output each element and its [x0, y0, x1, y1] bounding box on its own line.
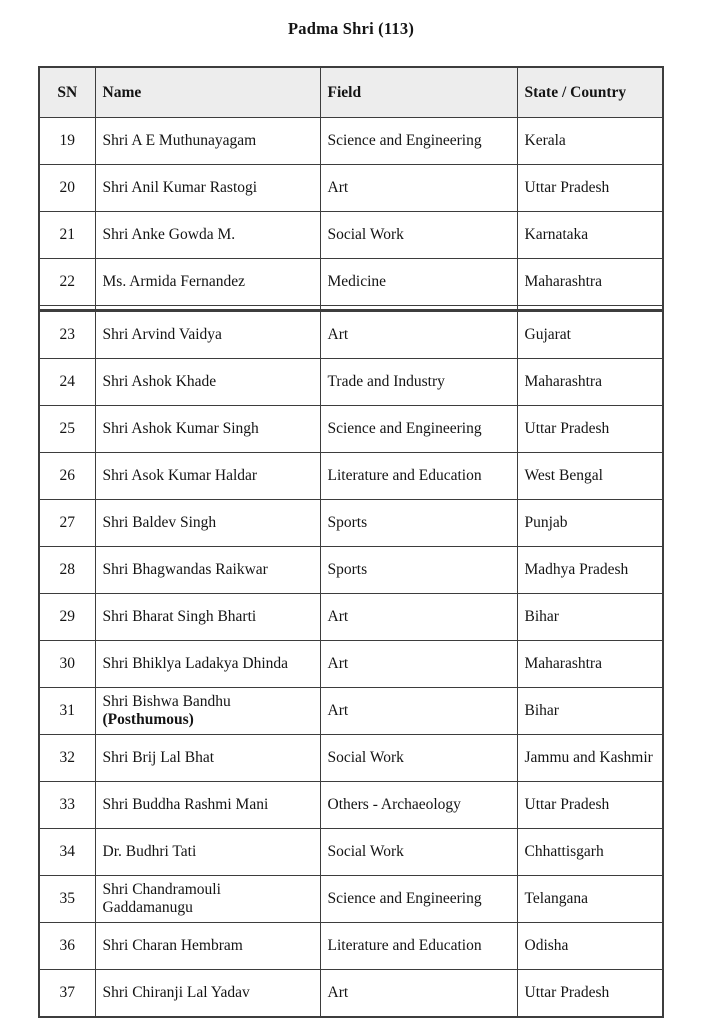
name-text: Shri Bhiklya Ladakya Dhinda: [102, 655, 289, 672]
cell-field: Sports: [320, 547, 517, 594]
cell-field: Trade and Industry: [320, 359, 517, 406]
table-row: [39, 311, 663, 359]
cell-sn: 20: [39, 165, 95, 212]
cell-state: Karnataka: [517, 212, 663, 259]
cell-name: [95, 453, 320, 500]
cell-state: Madhya Pradesh: [517, 547, 663, 594]
cell-sn: 25: [39, 406, 95, 453]
table-row: [39, 500, 663, 547]
column-header-state: State / Country: [517, 67, 663, 118]
cell-field: Literature and Education: [320, 923, 517, 970]
cell-name: [95, 212, 320, 259]
column-header-name: Name: [95, 67, 320, 118]
cell-field: Science and Engineering: [320, 406, 517, 453]
cell-sn: 37: [39, 970, 95, 1018]
column-header-field: Field: [320, 67, 517, 118]
name-text: Ms. Armida Fernandez: [102, 273, 245, 290]
cell-name: [95, 594, 320, 641]
cell-sn: 28: [39, 547, 95, 594]
cell-sn: 31: [39, 688, 95, 735]
cell-name: [95, 641, 320, 688]
cell-state: Maharashtra: [517, 641, 663, 688]
table-row: [39, 165, 663, 212]
cell-name: [95, 406, 320, 453]
table-row: [39, 259, 663, 306]
cell-state: Odisha: [517, 923, 663, 970]
cell-sn: 21: [39, 212, 95, 259]
cell-sn: 27: [39, 500, 95, 547]
table-row: [39, 212, 663, 259]
cell-field: Medicine: [320, 259, 517, 306]
cell-sn: 30: [39, 641, 95, 688]
cell-sn: 29: [39, 594, 95, 641]
table-header-row: [39, 67, 663, 118]
cell-name: [95, 500, 320, 547]
cell-name: [95, 970, 320, 1018]
cell-name: [95, 547, 320, 594]
cell-field: Social Work: [320, 735, 517, 782]
cell-name: [95, 876, 320, 923]
cell-sn: 32: [39, 735, 95, 782]
cell-field: Art: [320, 311, 517, 359]
cell-name: [95, 923, 320, 970]
cell-state: Bihar: [517, 594, 663, 641]
cell-sn: 34: [39, 829, 95, 876]
cell-name: [95, 359, 320, 406]
cell-state: Punjab: [517, 500, 663, 547]
cell-state: Uttar Pradesh: [517, 782, 663, 829]
name-text: Shri Arvind Vaidya: [102, 326, 222, 343]
cell-state: Uttar Pradesh: [517, 165, 663, 212]
cell-field: Social Work: [320, 829, 517, 876]
cell-state: Maharashtra: [517, 259, 663, 306]
cell-field: Literature and Education: [320, 453, 517, 500]
cell-name: [95, 688, 320, 735]
name-text: Shri Buddha Rashmi Mani: [102, 796, 269, 813]
cell-state: West Bengal: [517, 453, 663, 500]
table-row: [39, 829, 663, 876]
cell-sn: 19: [39, 118, 95, 165]
cell-sn: 33: [39, 782, 95, 829]
cell-sn: 35: [39, 876, 95, 923]
table-row: [39, 923, 663, 970]
cell-state: Gujarat: [517, 311, 663, 359]
table-row: [39, 970, 663, 1018]
table-row: [39, 735, 663, 782]
cell-sn: 23: [39, 311, 95, 359]
cell-sn: 22: [39, 259, 95, 306]
name-text: Shri Bharat Singh Bharti: [102, 608, 257, 625]
name-text: Shri Bhagwandas Raikwar: [102, 561, 268, 578]
cell-name: [95, 165, 320, 212]
cell-state: Uttar Pradesh: [517, 406, 663, 453]
cell-field: Art: [320, 165, 517, 212]
table-row: [39, 118, 663, 165]
table-row: [39, 876, 663, 923]
awards-table: [38, 66, 664, 1018]
cell-sn: 36: [39, 923, 95, 970]
cell-state: Kerala: [517, 118, 663, 165]
cell-name: [95, 118, 320, 165]
name-text: Dr. Budhri Tati: [102, 843, 197, 860]
table-row: [39, 359, 663, 406]
table-row: [39, 641, 663, 688]
name-text: Shri Anil Kumar Rastogi: [102, 179, 258, 196]
name-text: Shri Charan Hembram: [102, 937, 243, 954]
cell-field: Science and Engineering: [320, 118, 517, 165]
cell-state: Uttar Pradesh: [517, 970, 663, 1018]
table-row: [39, 782, 663, 829]
name-text: Shri Ashok Kumar Singh: [102, 420, 259, 437]
name-posthumous-note: (Posthumous): [102, 711, 194, 728]
cell-state: Telangana: [517, 876, 663, 923]
cell-field: Art: [320, 641, 517, 688]
cell-name: [95, 735, 320, 782]
name-text: Shri A E Muthunayagam: [102, 132, 257, 149]
cell-sn: 24: [39, 359, 95, 406]
cell-field: Art: [320, 688, 517, 735]
table-row: [39, 547, 663, 594]
cell-field: Art: [320, 594, 517, 641]
cell-state: Bihar: [517, 688, 663, 735]
cell-name: [95, 829, 320, 876]
column-header-sn: SN: [39, 67, 95, 118]
name-text: Shri Chandramouli Gaddamanugu: [102, 881, 221, 916]
cell-state: Jammu and Kashmir: [517, 735, 663, 782]
table-row: [39, 406, 663, 453]
table-row: [39, 688, 663, 735]
cell-name: [95, 259, 320, 306]
table-row: [39, 453, 663, 500]
name-text: Shri Asok Kumar Haldar: [102, 467, 258, 484]
name-text: Shri Ashok Khade: [102, 373, 217, 390]
table-row: [39, 594, 663, 641]
name-text: Shri Anke Gowda M.: [102, 226, 236, 243]
cell-name: [95, 311, 320, 359]
name-text: Shri Brij Lal Bhat: [102, 749, 215, 766]
cell-state: Maharashtra: [517, 359, 663, 406]
cell-field: Others - Archaeology: [320, 782, 517, 829]
name-text: Shri Baldev Singh: [102, 514, 217, 531]
page-title: Padma Shri (113): [287, 19, 415, 38]
name-text: Shri Bishwa Bandhu: [102, 693, 231, 710]
cell-name: [95, 782, 320, 829]
cell-field: Science and Engineering: [320, 876, 517, 923]
cell-sn: 26: [39, 453, 95, 500]
cell-field: Social Work: [320, 212, 517, 259]
cell-field: Sports: [320, 500, 517, 547]
cell-field: Art: [320, 970, 517, 1018]
cell-state: Chhattisgarh: [517, 829, 663, 876]
name-text: Shri Chiranji Lal Yadav: [102, 984, 250, 1001]
